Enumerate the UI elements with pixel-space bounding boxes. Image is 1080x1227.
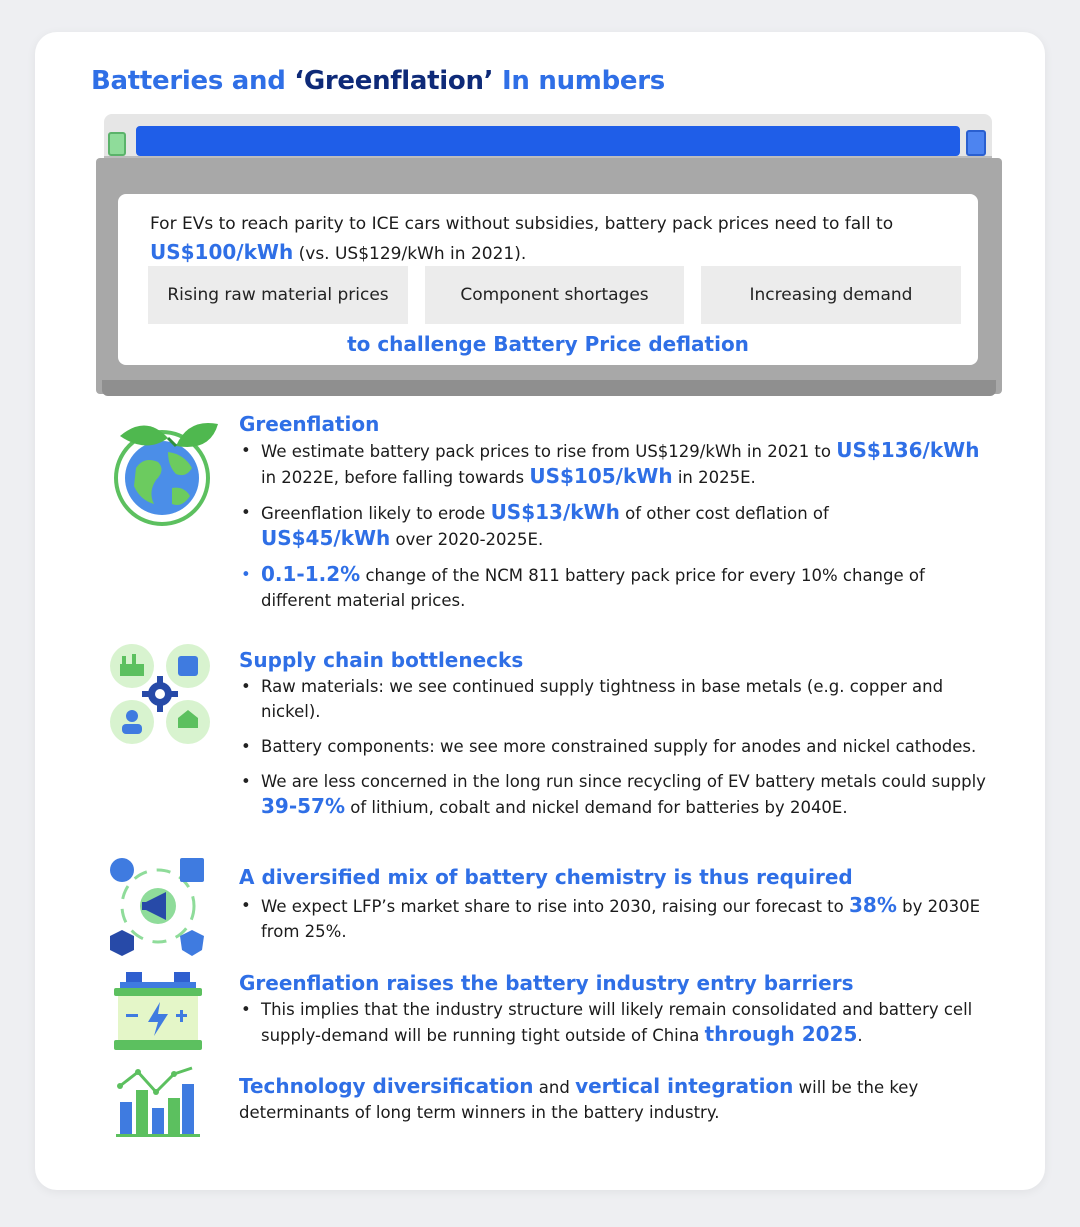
factor-raw-material: Rising raw material prices [148, 266, 408, 324]
b2-text-b: of other cost deflation of [619, 504, 829, 523]
deflation-value: US$45/kWh [261, 526, 391, 550]
price-2022-value: US$136/kWh [836, 438, 980, 462]
supply-chain-bullets [239, 674, 999, 830]
barriers-bullet-1 [239, 997, 999, 1048]
lfp-text-a: We expect LFP’s market share to rise into 2030, raising our forecast to [261, 897, 849, 916]
lfp-text-b: by 2030E from 25%. [261, 897, 981, 941]
b2-text-c: over 2020-2025E. [390, 530, 544, 549]
b2-text-a: Greenflation likely to erode [261, 504, 491, 523]
greenflation-bullet-2 [239, 500, 999, 552]
lfp-share-value: 38% [848, 893, 897, 917]
supply-bullet-2: • Battery components: we see more constrained supply for anodes and nickel cathodes. [239, 734, 999, 759]
network-megaphone-icon [108, 856, 208, 956]
supply-bullet-3 [239, 769, 999, 820]
chemistry-bullet-1 [239, 893, 999, 944]
greenflation-title: Greenflation [239, 412, 380, 436]
factor-increasing-demand: Increasing demand [701, 266, 961, 324]
supply-chain-gear-icon [108, 642, 212, 746]
barriers-bullets [239, 997, 999, 1058]
battery-parity-text [150, 210, 950, 268]
b1-text-b: in 2022E, before falling towards [261, 468, 530, 487]
title-part-1: Batteries and [91, 66, 295, 96]
title-part-3: In numbers [493, 66, 665, 96]
battery-terminal-left [108, 132, 126, 156]
tech-text-and: and [533, 1078, 576, 1097]
vertical-integration: vertical integration [575, 1074, 794, 1098]
technology-statement [239, 1074, 999, 1125]
battery-blue-bar [136, 126, 960, 156]
b1-text-c: in 2025E. [672, 468, 756, 487]
page-title [91, 66, 665, 96]
battery-terminal-right [966, 130, 986, 156]
price-2025-value: US$105/kWh [529, 464, 673, 488]
barriers-text-b: . [857, 1026, 863, 1045]
recycling-text-a: We are less concerned in the long run since recycling of EV battery metals could supply [261, 772, 986, 791]
battery-charge-icon [110, 968, 206, 1054]
parity-target-value: US$100/kWh [150, 240, 294, 264]
b3-text: change of the NCM 811 battery pack price for every 10% change of different material prices. [261, 566, 925, 610]
sensitivity-value: 0.1-1.2% [261, 562, 361, 586]
bar-chart-growth-icon [116, 1064, 200, 1138]
b1-text-a: We estimate battery pack prices to rise from US$129/kWh in 2021 to [261, 442, 837, 461]
greenflation-bullets [239, 438, 999, 623]
recycling-text-b: of lithium, cobalt and nickel demand for batteries by 2040E. [345, 798, 848, 817]
barriers-text-a: This implies that the industry structure will likely remain consolidated and battery cell supply-demand will be running tight outside of China [261, 1000, 973, 1045]
greenflation-bullet-3 [239, 562, 999, 613]
technology-diversification: Technology diversification [239, 1074, 534, 1098]
erosion-value: US$13/kWh [490, 500, 620, 524]
supply-bullet-1: • Raw materials: we see continued supply tightness in base metals (e.g. copper and nickel). [239, 674, 999, 724]
title-emphasis: ‘Greenflation’ [294, 66, 494, 96]
recycling-value: 39-57% [261, 794, 346, 818]
earth-leaf-icon [106, 408, 224, 526]
chemistry-bullets [239, 893, 999, 954]
greenflation-bullet-1 [239, 438, 999, 490]
barriers-timeline-value: through 2025 [704, 1022, 858, 1046]
challenge-factors [148, 266, 961, 324]
tech-text-conclusion: will be the key determinants of long term winners in the battery industry. [239, 1078, 919, 1122]
chemistry-title: A diversified mix of battery chemistry is thus required [239, 865, 853, 889]
parity-comparison: (vs. US$129/kWh in 2021). [293, 244, 527, 264]
challenge-caption: to challenge Battery Price deflation [347, 332, 749, 356]
factor-component-shortage: Component shortages [425, 266, 684, 324]
battery-base [102, 380, 996, 396]
supply-chain-title: Supply chain bottlenecks [239, 648, 524, 672]
barriers-title: Greenflation raises the battery industry entry barriers [239, 971, 854, 995]
parity-line: For EVs to reach parity to ICE cars without subsidies, battery pack prices need to fall to [150, 214, 894, 234]
